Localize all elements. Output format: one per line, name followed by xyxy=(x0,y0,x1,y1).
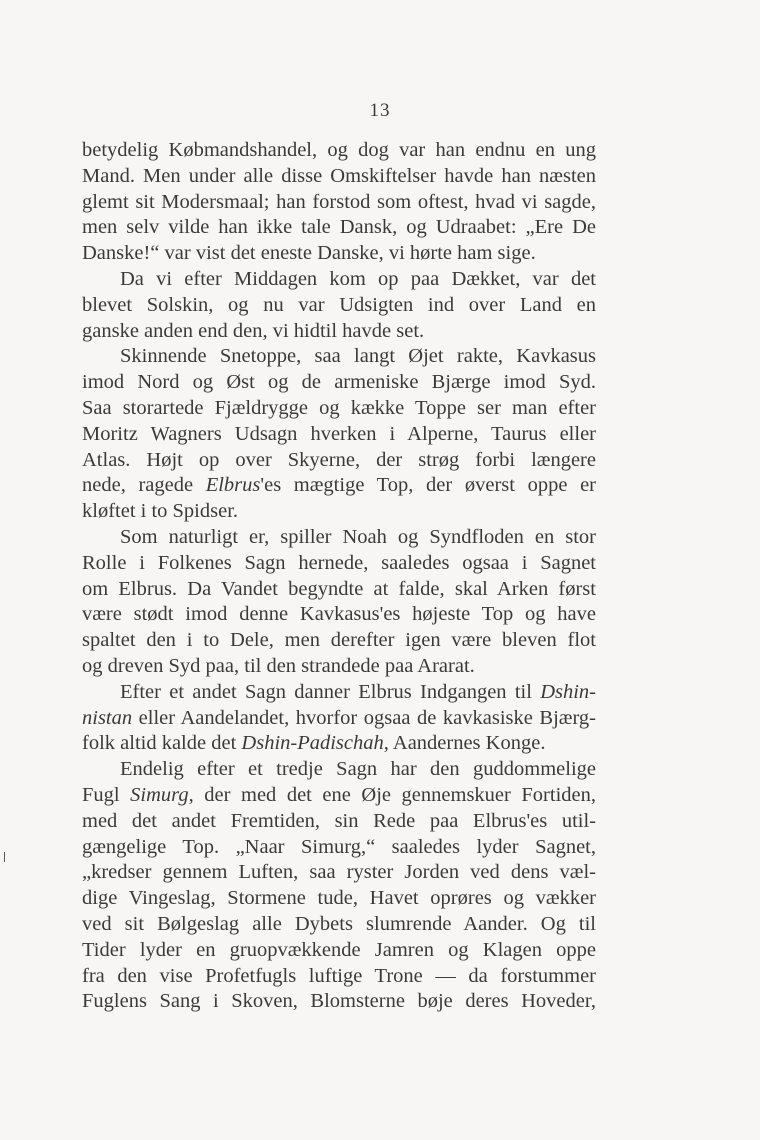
text-line: Tider lyder en gruopvækkende Jamren og Klagen oppe xyxy=(82,938,596,961)
text-line: Da vi efter Middagen kom op paa Dækket, var det xyxy=(120,267,596,290)
text-line: nede, ragede Elbrus'es mægtige Top, der øverst oppe er xyxy=(82,474,596,497)
scan-margin-mark xyxy=(4,852,5,862)
page-number: 13 xyxy=(369,100,391,121)
text-line: Moritz Wagners Udsagn hverken i Alperne, Taurus eller xyxy=(82,422,596,445)
text-line: men selv vilde han ikke tale Dansk, og Udraabet: „Ere De xyxy=(82,216,596,239)
text-line: betydelig Købmandshandel, og dog var han endnu en ung xyxy=(82,139,596,161)
text-line: Danske!“ var vist det eneste Danske, vi hørte ham sige. xyxy=(82,242,536,265)
text-line: gængelige Top. „Naar Simurg,“ saaledes lyder Sagnet, xyxy=(82,835,596,858)
text-line: Efter et andet Sagn danner Elbrus Indgangen til Dshin- xyxy=(120,680,596,703)
text-line: ganske anden end den, vi hidtil havde set. xyxy=(82,319,425,342)
text-line: om Elbrus. Da Vandet begyndte at falde, skal Arken først xyxy=(82,577,596,600)
text-line: folk altid kalde det Dshin-Padischah, Aandernes Konge. xyxy=(82,732,546,755)
text-line: glemt sit Modersmaal; han forstod som oftest, hvad vi sagde, xyxy=(82,190,596,213)
body-text xyxy=(82,138,596,1015)
text-line: med det andet Fremtiden, sin Rede paa Elbrus'es util- xyxy=(82,809,596,832)
text-line: Som naturligt er, spiller Noah og Syndfloden en stor xyxy=(120,525,596,548)
text-line: Atlas. Højt op over Skyerne, der strøg forbi længere xyxy=(82,448,596,471)
text-line: fra den vise Profetfugls luftige Trone — da forstummer xyxy=(82,964,596,987)
text-line: ved sit Bølgeslag alle Dybets slumrende Aander. Og til xyxy=(82,912,596,935)
text-line: kløftet i to Spidser. xyxy=(82,500,239,523)
text-line: Fugl Simurg, der med det ene Øje gennemskuer Fortiden, xyxy=(82,783,596,806)
text-line: spaltet den i to Dele, men derefter igen være bleven flot xyxy=(82,629,596,652)
text-line: Skinnende Snetoppe, saa langt Øjet rakte, Kavkasus xyxy=(120,345,596,368)
text-line: nistan eller Aandelandet, hvorfor ogsaa de kavkasiske Bjærg- xyxy=(82,706,596,729)
text-line: Saa storartede Fjældrygge og kække Toppe ser man efter xyxy=(82,396,596,419)
text-line: Endelig efter et tredje Sagn har den guddommelige xyxy=(120,758,596,781)
text-line: dige Vingeslag, Stormene tude, Havet oprøres og vækker xyxy=(82,887,596,910)
text-line: og dreven Syd paa, til den strandede paa Ararat. xyxy=(82,654,475,677)
text-line: Rolle i Folkenes Sagn hernede, saaledes ogsaa i Sagnet xyxy=(82,551,596,574)
text-line: være stødt imod denne Kavkasus'es højeste Top og have xyxy=(82,603,596,626)
text-line: blevet Solskin, og nu var Udsigten ind over Land en xyxy=(82,293,596,316)
text-line: Fuglens Sang i Skoven, Blomsterne bøje deres Hoveder, xyxy=(82,990,596,1013)
text-line: „kredser gennem Luften, saa ryster Jorden ved dens væl- xyxy=(82,861,596,884)
text-line: Mand. Men under alle disse Omskiftelser havde han næsten xyxy=(82,164,596,187)
text-line: imod Nord og Øst og de armeniske Bjærge imod Syd. xyxy=(82,371,596,394)
